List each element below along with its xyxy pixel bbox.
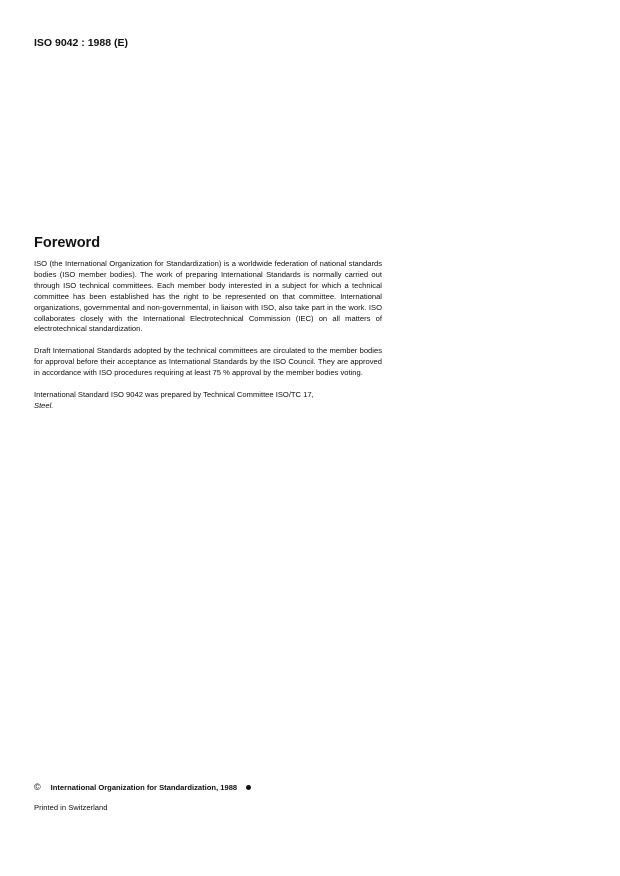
foreword-title: Foreword (34, 235, 101, 251)
foreword-section (34, 234, 382, 423)
copyright-icon: © (34, 782, 41, 792)
document-id: ISO 9042 : 1988 (E) (34, 37, 128, 49)
foreword-paragraph-3 (34, 390, 382, 412)
bullet-icon (246, 785, 251, 790)
foreword-paragraph-3-text: International Standard ISO 9042 was prepared by Technical Committee ISO/TC 17, (34, 390, 314, 400)
committee-name: Steel. (34, 400, 54, 410)
copyright-line (34, 782, 251, 792)
copyright-text: International Organization for Standardization, 1988 (50, 782, 238, 792)
foreword-paragraph-2: Draft International Standards adopted by the technical committees are circulated to the member bodies for approval before their acceptance as International Standards by the ISO Council. They are approved in accordance with ISO procedures requiring at least 75 % approval by the member bodies voting. (34, 346, 382, 378)
foreword-paragraph-1: ISO (the International Organization for Standardization) is a worldwide federation of national standards bodies (ISO member bodies). The work of preparing International Standards is normally carried out through ISO technical committees. Each member body interested in a subject for which a technical committee has been established has the right to be represented on that committee. International organizations, governmental and non-governmental, in liaison with ISO, also take part in the work. ISO collaborates closely with the International Electrotechnical Commission (IEC) on all matters of electrotechnical standardization. (34, 259, 382, 334)
printed-in: Printed in Switzerland (34, 803, 108, 812)
